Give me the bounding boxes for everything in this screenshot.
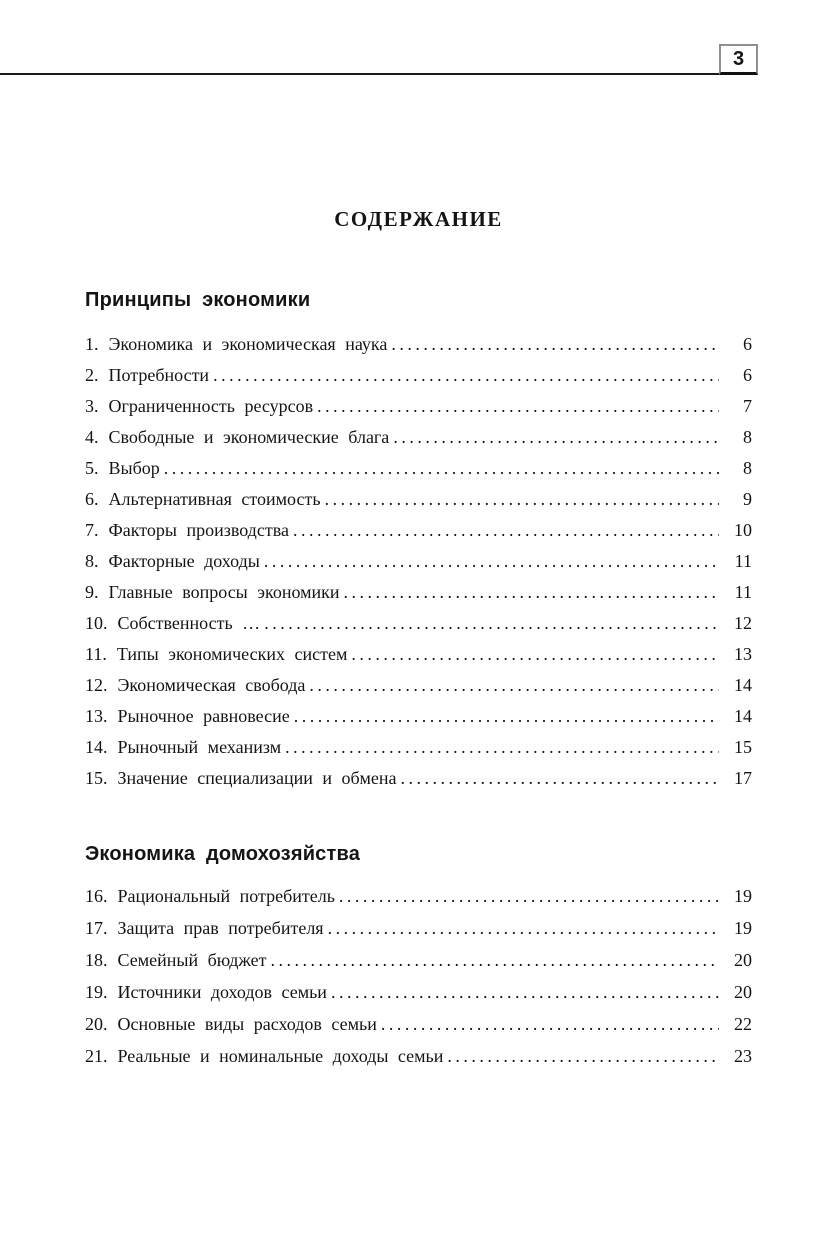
toc-entry-number: 5.	[85, 458, 99, 478]
toc-entry-number: 2.	[85, 365, 99, 385]
toc-entry-number: 21.	[85, 1046, 108, 1066]
toc-entry-label: Альтернативная стоимость	[108, 489, 321, 509]
toc-entry-label: Экономика и экономическая наука	[108, 334, 388, 354]
toc-entry-number: 13.	[85, 706, 108, 726]
toc-entry-page: 10	[734, 520, 752, 540]
toc-entry	[85, 551, 752, 582]
section-heading: Экономика домохозяйства	[85, 843, 361, 865]
dot-leader	[331, 982, 719, 1000]
dot-leader	[271, 950, 720, 968]
toc-entry-number: 17.	[85, 918, 108, 938]
toc-entry-label: Типы экономических систем	[116, 644, 348, 664]
section-heading: Принципы экономики	[85, 289, 311, 311]
toc-entry-number: 19.	[85, 982, 108, 1002]
toc-entry-label: Собственность …	[117, 613, 261, 633]
dot-leader	[264, 613, 719, 631]
toc-entry-label: Экономическая свобода	[117, 675, 306, 695]
toc-entry	[85, 582, 752, 613]
toc-entry-page: 9	[743, 489, 752, 509]
toc-entry-page: 15	[734, 737, 752, 757]
toc-entry-page: 20	[734, 982, 752, 1002]
toc-entry-number: 14.	[85, 737, 108, 757]
toc-entry	[85, 644, 752, 675]
dot-leader	[213, 365, 719, 383]
toc-entry-page: 6	[743, 334, 752, 354]
toc-entry-page: 13	[734, 644, 752, 664]
toc-entry-page: 23	[734, 1046, 752, 1066]
dot-leader	[293, 520, 719, 538]
toc-entry-number: 8.	[85, 551, 99, 571]
toc-entry-number: 9.	[85, 582, 99, 602]
toc-entry-number: 16.	[85, 886, 108, 906]
dot-leader	[344, 582, 719, 600]
toc-entry-number: 20.	[85, 1014, 108, 1034]
toc-entry-page: 19	[734, 918, 752, 938]
dot-leader	[339, 886, 719, 904]
toc-entry	[85, 458, 752, 489]
toc-entry-label: Рыночный механизм	[117, 737, 282, 757]
toc-entry	[85, 427, 752, 458]
toc-entry-page: 8	[743, 458, 752, 478]
toc-entry-number: 1.	[85, 334, 99, 354]
toc-entry-page: 20	[734, 950, 752, 970]
dot-leader	[391, 334, 719, 352]
dot-leader	[294, 706, 719, 724]
toc-entry-page: 12	[734, 613, 752, 633]
toc-entry-number: 15.	[85, 768, 108, 788]
toc-entry	[85, 520, 752, 551]
toc-entry	[85, 737, 752, 768]
toc-entry	[85, 489, 752, 520]
dot-leader	[164, 458, 719, 476]
dot-leader	[381, 1014, 719, 1032]
dot-leader	[447, 1046, 719, 1064]
toc-entry-number: 7.	[85, 520, 99, 540]
toc-entry-number: 6.	[85, 489, 99, 509]
toc-entry-label: Свободные и экономические блага	[108, 427, 390, 447]
toc-entry-number: 18.	[85, 950, 108, 970]
toc-entry-label: Реальные и номинальные доходы семьи	[117, 1046, 444, 1066]
toc-entry-page: 8	[743, 427, 752, 447]
toc-entry-page: 14	[734, 675, 752, 695]
dot-leader	[400, 768, 719, 786]
toc-entry-label: Факторы производства	[108, 520, 289, 540]
toc-entry-number: 4.	[85, 427, 99, 447]
toc-entry	[85, 613, 752, 644]
toc-entry	[85, 365, 752, 396]
toc-entry-label: Источники доходов семьи	[117, 982, 327, 1002]
toc-entry-page: 17	[734, 768, 752, 788]
toc-entry	[85, 334, 752, 365]
toc-entry-number: 11.	[85, 644, 107, 664]
toc-entry-label: Факторные доходы	[108, 551, 260, 571]
toc-entry	[85, 886, 752, 918]
page-number: 3	[732, 48, 745, 70]
toc-sections	[85, 287, 752, 1078]
dot-leader	[351, 644, 719, 662]
dot-leader	[393, 427, 719, 445]
header-rule	[0, 73, 757, 75]
toc-entry-page: 19	[734, 886, 752, 906]
toc-entry-label: Рациональный потребитель	[117, 886, 335, 906]
dot-leader	[264, 551, 719, 569]
toc-entry-page: 22	[734, 1014, 752, 1034]
dot-leader	[309, 675, 719, 693]
toc-entry-page: 7	[743, 396, 752, 416]
dot-leader	[317, 396, 719, 414]
toc-entry-label: Защита прав потребителя	[117, 918, 324, 938]
page-number-box	[719, 44, 758, 75]
toc-entry-page: 11	[734, 551, 752, 571]
toc-entry-label: Основные виды расходов семьи	[117, 1014, 377, 1034]
toc-entry	[85, 396, 752, 427]
toc-list	[85, 334, 752, 799]
toc-entry-label: Выбор	[108, 458, 160, 478]
dot-leader	[325, 489, 719, 507]
toc-entry	[85, 1046, 752, 1078]
toc-entry-label: Значение специализации и обмена	[117, 768, 397, 788]
toc-entry-page: 14	[734, 706, 752, 726]
toc-entry	[85, 1014, 752, 1046]
toc-entry	[85, 675, 752, 706]
dot-leader	[328, 918, 719, 936]
toc-entry-number: 10.	[85, 613, 108, 633]
toc-entry	[85, 706, 752, 737]
toc-entry	[85, 982, 752, 1014]
toc-entry-label: Семейный бюджет	[117, 950, 267, 970]
page-title: СОДЕРЖАНИЕ	[334, 207, 503, 231]
toc-entry-number: 3.	[85, 396, 99, 416]
toc-entry-page: 6	[743, 365, 752, 385]
dot-leader	[285, 737, 719, 755]
toc-entry	[85, 950, 752, 982]
toc-entry-number: 12.	[85, 675, 108, 695]
toc-entry-page: 11	[734, 582, 752, 602]
toc-list	[85, 886, 752, 1078]
toc-entry-label: Ограниченность ресурсов	[108, 396, 314, 416]
toc-entry-label: Рыночное равновесие	[117, 706, 290, 726]
toc-entry-label: Главные вопросы экономики	[108, 582, 340, 602]
toc-entry	[85, 768, 752, 799]
toc-entry-label: Потребности	[108, 365, 210, 385]
toc-entry	[85, 918, 752, 950]
